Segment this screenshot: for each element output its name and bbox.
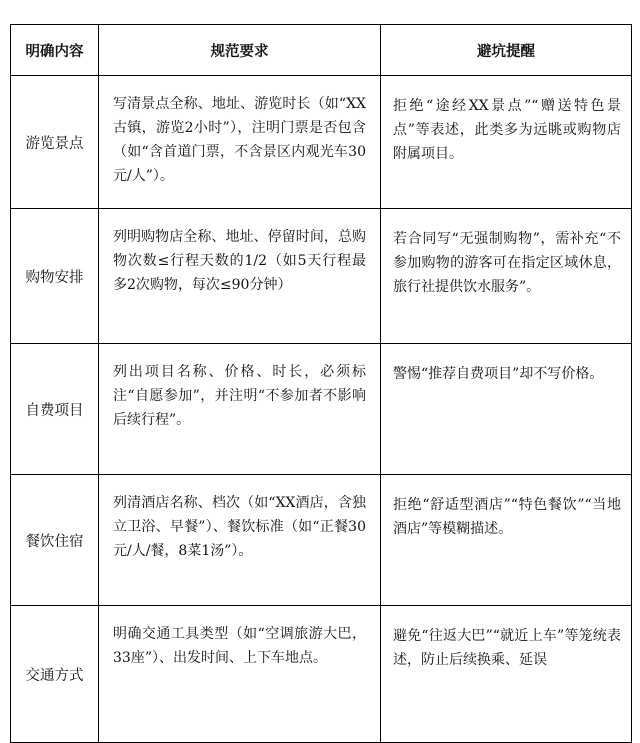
row-reminder: 避免“往返大巴”“就近上车”等笼统表述，防止后续换乘、延误 xyxy=(381,606,632,743)
table-row xyxy=(11,475,632,606)
table-row xyxy=(11,606,632,743)
table-header-row xyxy=(11,25,632,76)
row-content-label: 餐饮住宿 xyxy=(11,475,99,606)
row-requirement: 列明购物店全称、地址、停留时间，总购物次数≤行程天数的1/2（如5天行程最多2次购物，每次≤90分钟） xyxy=(99,209,381,344)
row-content-label: 自费项目 xyxy=(11,344,99,475)
row-content-label: 游览景点 xyxy=(11,76,99,209)
row-content-label: 交通方式 xyxy=(11,606,99,743)
row-requirement: 写清景点全称、地址、游览时长（如“XX古镇，游览2小时”），注明门票是否包含（如“含首道门票，不含景区内观光车30元/人”）。 xyxy=(99,76,381,209)
header-reminder: 避坑提醒 xyxy=(381,25,632,76)
row-reminder: 若合同写“无强制购物”，需补充“不参加购物的游客可在指定区域休息，旅行社提供饮水服务”。 xyxy=(381,209,632,344)
row-requirement: 明确交通工具类型（如“空调旅游大巴，33座”）、出发时间、上下车地点。 xyxy=(99,606,381,743)
row-requirement: 列出项目名称、价格、时长，必须标注“自愿参加”，并注明“不参加者不影响后续行程”。 xyxy=(99,344,381,475)
row-reminder: 拒绝“舒适型酒店”“特色餐饮”“当地酒店”等模糊描述。 xyxy=(381,475,632,606)
row-reminder: 警惕“推荐自费项目”却不写价格。 xyxy=(381,344,632,475)
header-requirement: 规范要求 xyxy=(99,25,381,76)
row-requirement: 列清酒店名称、档次（如“XX酒店，含独立卫浴、早餐”）、餐饮标准（如“正餐30元/人/餐，8菜1汤”）。 xyxy=(99,475,381,606)
itinerary-requirements-table xyxy=(10,24,632,743)
table-row xyxy=(11,344,632,475)
header-content: 明确内容 xyxy=(11,25,99,76)
table-row xyxy=(11,209,632,344)
table-row xyxy=(11,76,632,209)
row-reminder: 拒绝“途经XX景点”“赠送特色景点”等表述，此类多为远眺或购物店附属项目。 xyxy=(381,76,632,209)
row-content-label: 购物安排 xyxy=(11,209,99,344)
